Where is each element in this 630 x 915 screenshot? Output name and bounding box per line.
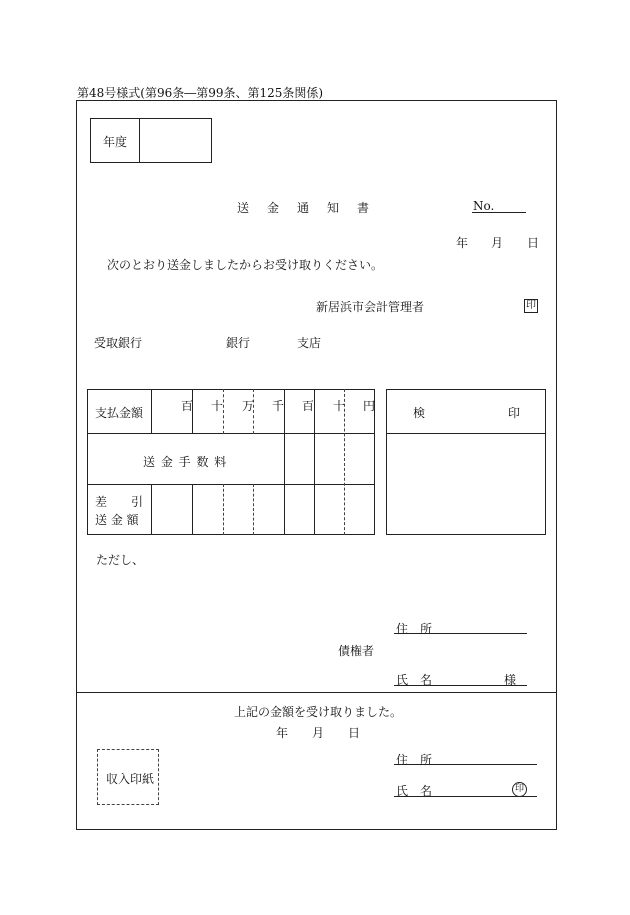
net-label-line1: 差 引: [95, 495, 144, 509]
receipt-address-label: 住 所: [396, 753, 433, 767]
receipt-divider: [76, 692, 557, 693]
digit-man: 万: [242, 399, 255, 413]
remittance-fee-label: 送 金 手 数 料: [143, 455, 228, 469]
inspection-label-1: 検: [413, 406, 426, 420]
note-text: ただし、: [96, 553, 145, 567]
issuer-seal: [524, 297, 538, 313]
branch-suffix: 支店: [297, 336, 322, 350]
creditor-name-line[interactable]: [394, 685, 527, 686]
fiscal-year-field[interactable]: [141, 120, 209, 161]
net-label-line2: 送 金 額: [95, 513, 139, 527]
digit-hyaku-1: 百: [181, 399, 194, 413]
payment-amount-label: 支払金額: [95, 406, 144, 420]
inspection-box: [386, 389, 546, 535]
inspection-label-2: 印: [508, 406, 521, 420]
receipt-date-month: 月: [312, 726, 325, 740]
digit-hyaku-2: 百: [302, 399, 315, 413]
number-label: No.: [473, 199, 495, 213]
bank-suffix: 銀行: [226, 336, 251, 350]
fiscal-year-label: 年度: [103, 135, 128, 149]
date-month: 月: [491, 236, 504, 250]
receiving-bank-label: 受取銀行: [94, 336, 143, 350]
creditor-name-label: 氏 名: [396, 673, 433, 687]
digit-juu-1: 十: [211, 399, 224, 413]
receipt-date-day: 日: [348, 726, 361, 740]
receipt-name-label: 氏 名: [396, 784, 433, 798]
creditor-honorific: 様: [504, 673, 517, 687]
issuer-name: 新居浜市会計管理者: [316, 300, 425, 314]
document-title: 送 金 通 知 書: [237, 201, 373, 215]
number-underline: [472, 212, 526, 213]
receipt-name-line[interactable]: [394, 796, 537, 797]
digit-juu-2: 十: [333, 399, 346, 413]
receipt-text: 上記の金額を受け取りました。: [234, 705, 403, 719]
seal-icon: 印: [526, 300, 536, 311]
digit-sen: 千: [272, 399, 285, 413]
date-year: 年: [456, 236, 469, 250]
creditor-label: 債権者: [338, 644, 375, 658]
receipt-address-line[interactable]: [394, 764, 537, 765]
date-day: 日: [527, 236, 540, 250]
revenue-stamp-label: 収入印紙: [106, 772, 155, 786]
receipt-date-year: 年: [276, 726, 289, 740]
receipt-seal: [512, 780, 527, 797]
intro-text: 次のとおり送金しましたからお受け取りください。: [107, 258, 384, 272]
digit-yen: 円: [363, 399, 376, 413]
creditor-address-line[interactable]: [394, 633, 527, 634]
seal-icon: 印: [512, 782, 527, 797]
creditor-address-label: 住 所: [396, 622, 433, 636]
form-number: 第48号様式(第96条―第99条、第125条関係): [77, 86, 324, 100]
